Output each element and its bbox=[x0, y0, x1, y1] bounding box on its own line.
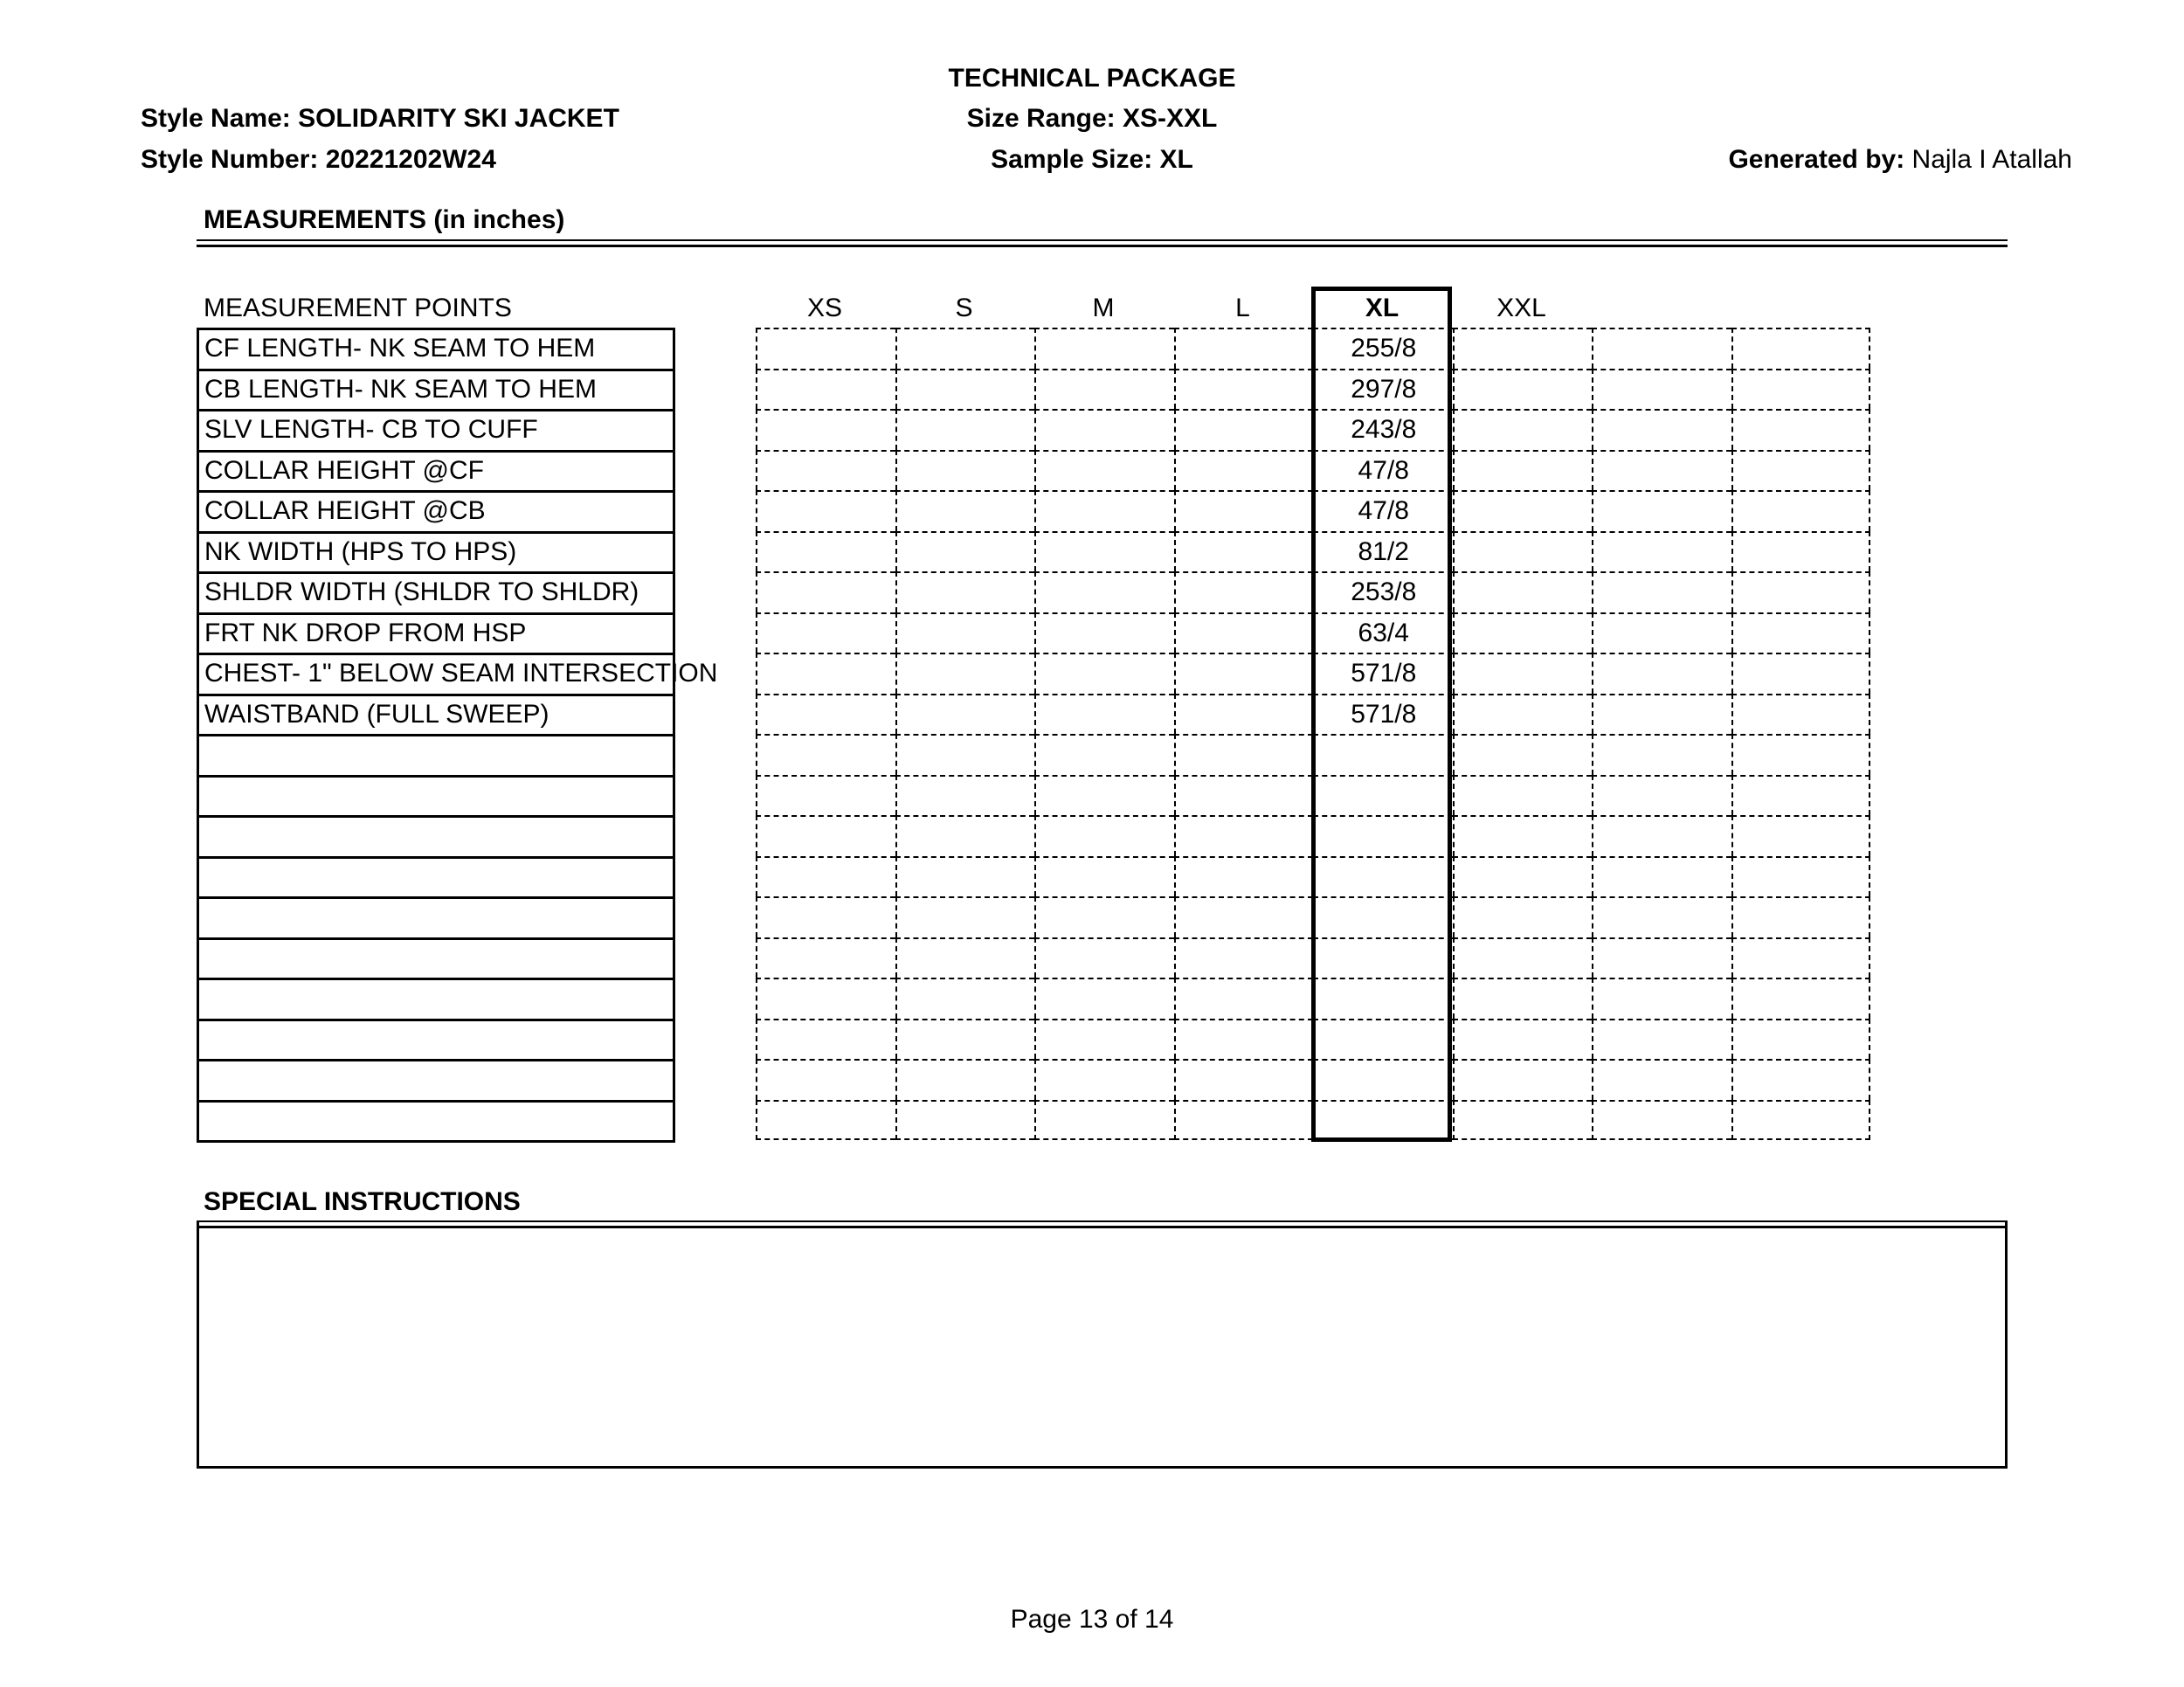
value-cell[interactable] bbox=[1174, 734, 1314, 775]
value-cell[interactable] bbox=[1453, 612, 1593, 653]
value-cell[interactable] bbox=[895, 490, 1035, 531]
value-cell[interactable] bbox=[1453, 694, 1593, 735]
value-cell[interactable] bbox=[1174, 1059, 1314, 1100]
value-cell[interactable] bbox=[895, 694, 1035, 735]
value-cell[interactable] bbox=[1453, 775, 1593, 816]
value-cell[interactable] bbox=[1034, 978, 1174, 1019]
value-cell[interactable] bbox=[1453, 978, 1593, 1019]
value-cell[interactable] bbox=[1034, 369, 1174, 410]
value-cell[interactable] bbox=[1034, 896, 1174, 937]
value-cell[interactable] bbox=[1453, 571, 1593, 612]
value-cell[interactable] bbox=[756, 694, 895, 735]
size-header-xl: XL bbox=[1365, 294, 1400, 322]
measurement-point-row[interactable]: CF LENGTH- NK SEAM TO HEM bbox=[197, 328, 675, 371]
value-cell[interactable] bbox=[1174, 369, 1314, 410]
value-cell[interactable] bbox=[1034, 937, 1174, 978]
value-cell[interactable] bbox=[1731, 978, 1871, 1019]
value-cell[interactable] bbox=[895, 409, 1035, 450]
value-cell[interactable] bbox=[1453, 409, 1593, 450]
value-cell[interactable] bbox=[1731, 653, 1871, 694]
value-cell[interactable] bbox=[756, 937, 895, 978]
measurement-point-row[interactable]: CHEST- 1" BELOW SEAM INTERSECTION bbox=[197, 655, 675, 696]
value-cell[interactable] bbox=[1592, 734, 1731, 775]
value-cell[interactable] bbox=[1592, 694, 1731, 735]
value-cell[interactable] bbox=[1592, 531, 1731, 572]
value-cell[interactable] bbox=[1174, 571, 1314, 612]
value-cell[interactable] bbox=[1592, 1059, 1731, 1100]
value-cell[interactable] bbox=[895, 896, 1035, 937]
value-cell[interactable] bbox=[1731, 775, 1871, 816]
value-cell[interactable] bbox=[895, 450, 1035, 491]
value-cell[interactable] bbox=[1592, 775, 1731, 816]
value-cell[interactable] bbox=[1592, 1019, 1731, 1060]
value-cell[interactable] bbox=[1592, 369, 1731, 410]
value-cell[interactable] bbox=[756, 653, 895, 694]
measurement-point-row[interactable] bbox=[197, 859, 675, 900]
value-cell[interactable] bbox=[1174, 937, 1314, 978]
xl-value-cell[interactable]: 253/8 bbox=[1313, 571, 1453, 612]
value-cell[interactable] bbox=[1034, 1059, 1174, 1100]
style-name: Style Name: SOLIDARITY SKI JACKET bbox=[141, 104, 619, 133]
xl-value-cell[interactable]: 63/4 bbox=[1313, 612, 1453, 653]
document-title: TECHNICAL PACKAGE bbox=[948, 64, 1236, 93]
size-header-xxl: XXL bbox=[1496, 294, 1546, 322]
xl-value-cell[interactable]: 47/8 bbox=[1313, 450, 1453, 491]
value-cell[interactable] bbox=[1592, 409, 1731, 450]
measurements-section-title: MEASUREMENTS (in inches) bbox=[204, 205, 565, 234]
value-cell[interactable] bbox=[1174, 450, 1314, 491]
value-cell[interactable] bbox=[756, 571, 895, 612]
value-cell[interactable] bbox=[1174, 896, 1314, 937]
value-cell[interactable] bbox=[895, 978, 1035, 1019]
value-cell[interactable] bbox=[1174, 978, 1314, 1019]
value-cell[interactable] bbox=[1174, 1019, 1314, 1060]
value-cell[interactable] bbox=[895, 815, 1035, 856]
value-cell[interactable] bbox=[1034, 1100, 1174, 1141]
special-instructions-title: SPECIAL INSTRUCTIONS bbox=[204, 1187, 521, 1216]
value-cell[interactable] bbox=[895, 531, 1035, 572]
value-cell[interactable] bbox=[895, 856, 1035, 897]
value-cell[interactable] bbox=[1174, 775, 1314, 816]
value-cell[interactable] bbox=[895, 369, 1035, 410]
value-cell[interactable] bbox=[1174, 856, 1314, 897]
value-cell[interactable] bbox=[895, 328, 1035, 369]
generated-by-value: Najla I Atallah bbox=[1911, 145, 2072, 174]
value-cell[interactable] bbox=[1731, 856, 1871, 897]
value-cell[interactable] bbox=[1453, 1100, 1593, 1141]
value-cell[interactable] bbox=[1592, 856, 1731, 897]
value-cell[interactable] bbox=[895, 937, 1035, 978]
size-header-xs: XS bbox=[806, 294, 843, 322]
value-cell[interactable] bbox=[1731, 694, 1871, 735]
value-cell[interactable] bbox=[1731, 612, 1871, 653]
measurement-point-row[interactable] bbox=[197, 1061, 675, 1103]
value-cell[interactable] bbox=[895, 1100, 1035, 1141]
value-cell[interactable] bbox=[1453, 896, 1593, 937]
size-header-m: M bbox=[1092, 294, 1115, 322]
value-cell[interactable] bbox=[1453, 490, 1593, 531]
measurement-point-row[interactable] bbox=[197, 778, 675, 819]
value-cell[interactable] bbox=[1174, 328, 1314, 369]
measurement-point-row[interactable] bbox=[197, 980, 675, 1021]
value-cell[interactable] bbox=[1453, 450, 1593, 491]
measurement-point-row[interactable]: FRT NK DROP FROM HSP bbox=[197, 615, 675, 656]
value-cell[interactable] bbox=[1034, 328, 1174, 369]
value-cell[interactable] bbox=[1731, 734, 1871, 775]
value-cell[interactable] bbox=[1174, 612, 1314, 653]
value-cell[interactable] bbox=[1592, 571, 1731, 612]
value-cell[interactable] bbox=[895, 571, 1035, 612]
value-cell[interactable] bbox=[756, 1100, 895, 1141]
value-cell[interactable] bbox=[1034, 409, 1174, 450]
value-cell[interactable] bbox=[756, 450, 895, 491]
value-cell[interactable] bbox=[1731, 328, 1871, 369]
value-cell[interactable] bbox=[1453, 531, 1593, 572]
value-cell[interactable] bbox=[895, 1019, 1035, 1060]
size-header-l: L bbox=[1235, 294, 1250, 322]
measurement-point-row[interactable]: CB LENGTH- NK SEAM TO HEM bbox=[197, 371, 675, 412]
value-cell[interactable] bbox=[1034, 531, 1174, 572]
value-cell[interactable] bbox=[895, 734, 1035, 775]
value-cell[interactable] bbox=[1034, 490, 1174, 531]
sample-size: Sample Size: XL bbox=[991, 145, 1193, 174]
value-cell[interactable] bbox=[1731, 1100, 1871, 1141]
value-cell[interactable] bbox=[1034, 734, 1174, 775]
value-cell[interactable] bbox=[1592, 978, 1731, 1019]
value-cell[interactable] bbox=[1034, 653, 1174, 694]
xl-value-cell[interactable]: 571/8 bbox=[1313, 653, 1453, 694]
value-cell[interactable] bbox=[1731, 369, 1871, 410]
value-cell[interactable] bbox=[895, 1059, 1035, 1100]
value-cell[interactable] bbox=[1174, 490, 1314, 531]
value-cell[interactable] bbox=[1453, 369, 1593, 410]
xl-value-cell[interactable]: 47/8 bbox=[1313, 490, 1453, 531]
sample-size-column-highlight bbox=[1311, 287, 1452, 1142]
value-cell[interactable] bbox=[1453, 734, 1593, 775]
value-cell[interactable] bbox=[1174, 815, 1314, 856]
value-cell[interactable] bbox=[1174, 653, 1314, 694]
value-cell[interactable] bbox=[895, 653, 1035, 694]
value-cell[interactable] bbox=[756, 815, 895, 856]
value-cell[interactable] bbox=[1731, 409, 1871, 450]
value-cell[interactable] bbox=[1731, 1059, 1871, 1100]
value-cell[interactable] bbox=[1592, 896, 1731, 937]
xl-value-cell[interactable]: 571/8 bbox=[1313, 694, 1453, 735]
value-cell[interactable] bbox=[1453, 937, 1593, 978]
value-cell[interactable] bbox=[1592, 450, 1731, 491]
measurement-point-row[interactable] bbox=[197, 1021, 675, 1062]
value-cell[interactable] bbox=[1731, 1019, 1871, 1060]
value-cell[interactable] bbox=[1592, 1100, 1731, 1141]
value-cell[interactable] bbox=[756, 490, 895, 531]
value-cell[interactable] bbox=[756, 1019, 895, 1060]
measurement-point-row[interactable]: WAISTBAND (FULL SWEEP) bbox=[197, 696, 675, 737]
measurement-points-header: MEASUREMENT POINTS bbox=[204, 294, 512, 322]
value-cell[interactable] bbox=[1034, 856, 1174, 897]
value-cell[interactable] bbox=[1453, 653, 1593, 694]
generated-by-label: Generated by: bbox=[1728, 145, 1905, 174]
xl-value-cell[interactable]: 243/8 bbox=[1313, 409, 1453, 450]
value-cell[interactable] bbox=[1034, 1019, 1174, 1060]
size-range: Size Range: XS-XXL bbox=[966, 104, 1218, 133]
value-cell[interactable] bbox=[756, 409, 895, 450]
measurement-point-row[interactable] bbox=[197, 736, 675, 778]
value-cell[interactable] bbox=[1453, 1019, 1593, 1060]
measurement-point-row[interactable]: SHLDR WIDTH (SHLDR TO SHLDR) bbox=[197, 574, 675, 615]
value-cell[interactable] bbox=[1592, 612, 1731, 653]
xl-value-cell[interactable]: 297/8 bbox=[1313, 369, 1453, 410]
value-cell[interactable] bbox=[756, 856, 895, 897]
value-cell[interactable] bbox=[756, 896, 895, 937]
value-cell[interactable] bbox=[1174, 1100, 1314, 1141]
value-cell[interactable] bbox=[895, 775, 1035, 816]
value-cell[interactable] bbox=[1731, 531, 1871, 572]
value-cell[interactable] bbox=[756, 612, 895, 653]
measurement-point-row[interactable]: COLLAR HEIGHT @CB bbox=[197, 493, 675, 534]
value-cell[interactable] bbox=[1731, 490, 1871, 531]
value-cell[interactable] bbox=[756, 1059, 895, 1100]
measurement-point-row[interactable] bbox=[197, 940, 675, 981]
generated-by bbox=[1728, 144, 2072, 176]
special-instructions-divider bbox=[197, 1220, 2008, 1228]
measurement-point-row[interactable]: SLV LENGTH- CB TO CUFF bbox=[197, 411, 675, 453]
value-cell[interactable] bbox=[1592, 815, 1731, 856]
measurement-point-row[interactable]: COLLAR HEIGHT @CF bbox=[197, 453, 675, 494]
value-cell[interactable] bbox=[1592, 328, 1731, 369]
value-cell[interactable] bbox=[1453, 815, 1593, 856]
value-cell[interactable] bbox=[1034, 571, 1174, 612]
value-cell[interactable] bbox=[1731, 450, 1871, 491]
value-cell[interactable] bbox=[1034, 694, 1174, 735]
xl-value-cell[interactable]: 81/2 bbox=[1313, 531, 1453, 572]
value-cell[interactable] bbox=[1453, 1059, 1593, 1100]
size-header-s: S bbox=[955, 294, 973, 322]
value-cell[interactable] bbox=[1034, 775, 1174, 816]
value-cell[interactable] bbox=[1174, 531, 1314, 572]
value-cell[interactable] bbox=[756, 734, 895, 775]
value-cell[interactable] bbox=[756, 328, 895, 369]
value-cell[interactable] bbox=[895, 612, 1035, 653]
measurement-points-table bbox=[197, 328, 718, 1143]
page-number: Page 13 of 14 bbox=[1010, 1605, 1174, 1634]
value-cell[interactable] bbox=[756, 531, 895, 572]
value-cell[interactable] bbox=[1731, 896, 1871, 937]
value-cell[interactable] bbox=[1174, 694, 1314, 735]
xl-value-cell[interactable]: 255/8 bbox=[1313, 328, 1453, 369]
special-instructions-box[interactable] bbox=[197, 1220, 2008, 1469]
value-cell[interactable] bbox=[1592, 937, 1731, 978]
value-cell[interactable] bbox=[756, 978, 895, 1019]
measurements-divider bbox=[197, 239, 2008, 247]
value-cell[interactable] bbox=[1731, 571, 1871, 612]
value-cell[interactable] bbox=[1592, 653, 1731, 694]
value-cell[interactable] bbox=[1034, 450, 1174, 491]
value-cell[interactable] bbox=[756, 369, 895, 410]
value-cell[interactable] bbox=[1592, 490, 1731, 531]
measurement-point-row[interactable] bbox=[197, 899, 675, 940]
value-cell[interactable] bbox=[1731, 815, 1871, 856]
measurement-point-row[interactable] bbox=[197, 818, 675, 859]
value-cell[interactable] bbox=[1034, 612, 1174, 653]
value-cell[interactable] bbox=[1034, 815, 1174, 856]
measurement-point-row[interactable]: NK WIDTH (HPS TO HPS) bbox=[197, 534, 675, 575]
value-cell[interactable] bbox=[1174, 409, 1314, 450]
style-number: Style Number: 20221202W24 bbox=[141, 145, 496, 174]
value-cell[interactable] bbox=[1453, 328, 1593, 369]
value-cell[interactable] bbox=[756, 775, 895, 816]
measurement-point-row[interactable] bbox=[197, 1103, 675, 1144]
value-cell[interactable] bbox=[1453, 856, 1593, 897]
value-cell[interactable] bbox=[1731, 937, 1871, 978]
